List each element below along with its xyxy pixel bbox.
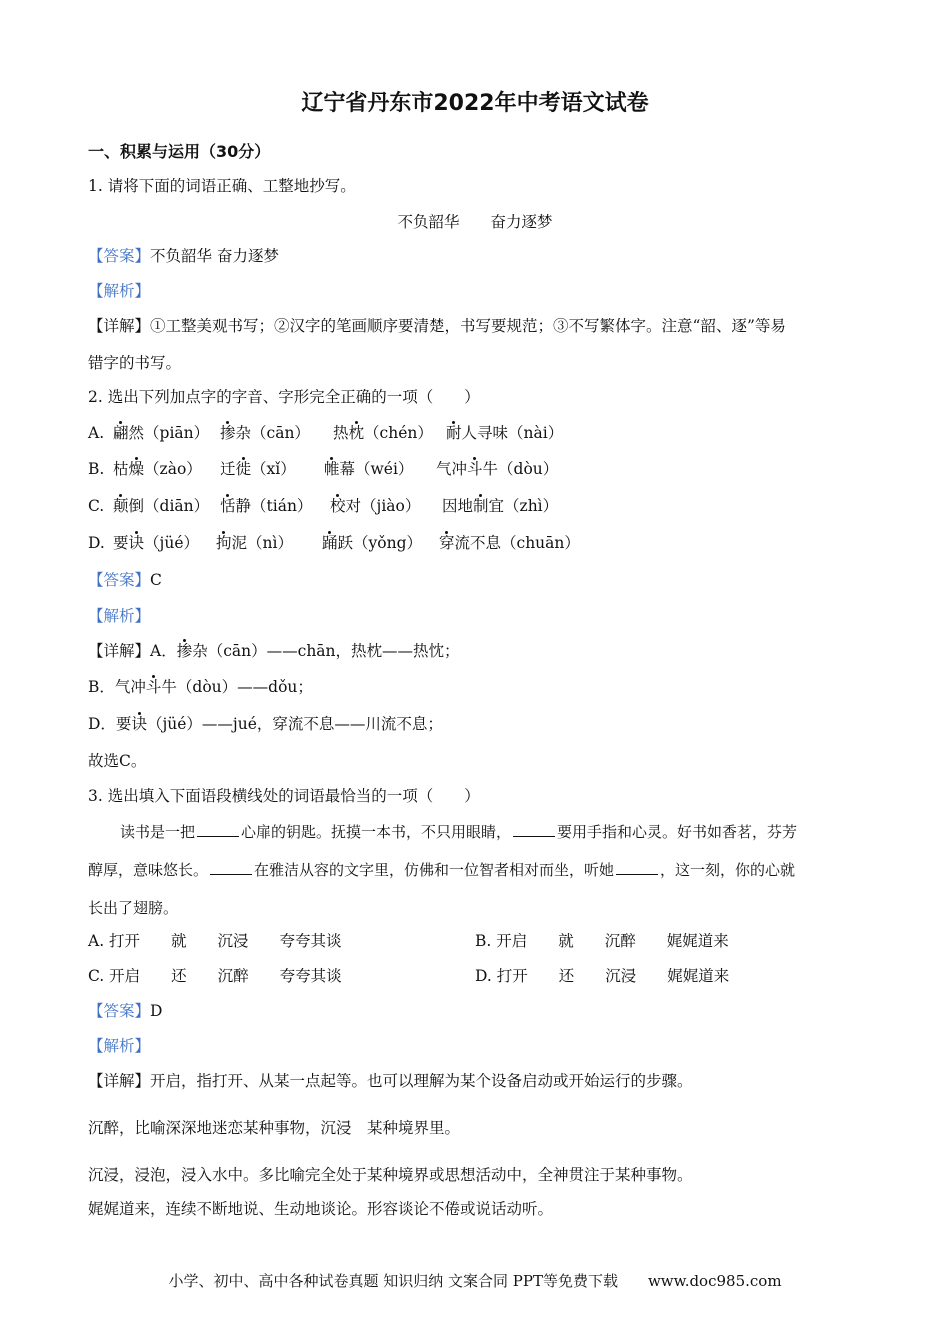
- q2-option-c: [88, 496, 559, 516]
- detail-text: 开启，指打开、从某一点起等。也可以理解为某个设备启动或开始运行的步骤。: [150, 1072, 693, 1090]
- q1-detail-cont: 错字的书写。: [88, 354, 182, 372]
- fill-blank[interactable]: [513, 822, 555, 837]
- option-item: 要诀（jüé）: [113, 534, 199, 552]
- detail-text: ①工整美观书写；②汉字的笔画顺序要清楚，书写要规范；③不写繁体字。注意“韶、逐”等易: [150, 317, 786, 335]
- q3-passage-line: 醇厚，意味悠长。 在雅洁从容的文字里，仿佛和一位智者相对而坐，听她 ，这一刻，你的心就: [88, 861, 796, 879]
- q2-detail-b: B．气冲斗牛（dòu）——dǒu；: [88, 678, 313, 696]
- page-footer: 小学、初中、高中各种试卷真题 知识归纳 文案合同 PPT等免费下载 www.doc985.com: [168, 1272, 782, 1290]
- answer-tag: 【答案】: [88, 247, 151, 265]
- q3-detail-line: 沉浸，浸泡，浸入水中。多比喻完全处于某种境界或思想活动中，全神贯注于某种事物。: [88, 1166, 693, 1184]
- option-letter: D.: [88, 534, 105, 552]
- analysis-tag: 【解析】: [88, 1037, 151, 1055]
- q1-answer: [88, 246, 279, 266]
- option-item: 因地制宜（zhì）: [442, 497, 559, 515]
- q3-option-b: B. 开启 就 沉醉 娓娓道来: [475, 932, 729, 950]
- detail-tag: 【详解】: [88, 642, 151, 660]
- option-item: 恬静（tián）: [220, 497, 313, 515]
- q2-answer: [88, 570, 162, 590]
- q2-detail-a: 【详解】A．掺杂（cān）——chān，热枕——热忱；: [88, 642, 460, 660]
- option-item: 校对（jiào）: [330, 497, 421, 515]
- option-item: 迁徙（xǐ）: [220, 460, 296, 478]
- fill-blank[interactable]: [197, 822, 239, 837]
- q3-answer: [88, 1001, 162, 1021]
- q3-detail-line: 娓娓道来，连续不断地说、生动地谈论。形容谈论不倦或说话动听。: [88, 1200, 554, 1218]
- section-heading: 一、积累与运用（30分）: [88, 142, 271, 161]
- analysis-tag: 【解析】: [88, 282, 151, 300]
- option-item: 帷幕（wéi）: [324, 460, 414, 478]
- q3-option-c: C. 开启 还 沉醉 夸夸其谈: [88, 967, 342, 985]
- q3-passage-line: 长出了翅膀。: [88, 899, 179, 917]
- detail-tag: 【详解】: [88, 1072, 151, 1090]
- q2-option-d: [88, 533, 580, 553]
- q2-option-b: [88, 459, 559, 479]
- answer-text: 不负韶华 奋力逐梦: [150, 247, 279, 265]
- option-item: 踊跃（yǒng）: [322, 534, 423, 552]
- q1-stem: 1. 请将下面的词语正确、工整地抄写。: [88, 177, 356, 195]
- q1-words: 不负韶华 奋力逐梦: [397, 213, 553, 231]
- answer-tag: 【答案】: [88, 1002, 151, 1020]
- q3-option-d: D. 打开 还 沉浸 娓娓道来: [475, 967, 730, 985]
- detail-tag: 【详解】: [88, 317, 151, 335]
- q3-detail: [88, 1071, 693, 1091]
- q2-stem: 2. 选出下列加点字的字音、字形完全正确的一项（ ）: [88, 388, 480, 406]
- answer-tag: 【答案】: [88, 571, 151, 589]
- page-title: 辽宁省丹东市2022年中考语文试卷: [301, 91, 649, 116]
- q3-passage-line: 读书是一把 心扉的钥匙。抚摸一本书，不只用眼睛， 要用手指和心灵。好书如香茗，芬芳: [120, 823, 798, 841]
- option-item: 掺杂（cān）: [220, 424, 310, 442]
- option-letter: C.: [88, 497, 105, 515]
- option-item: 气冲斗牛（dòu）: [436, 460, 559, 478]
- q2-detail-d: D．要诀（jüé）——jué，穿流不息——川流不息；: [88, 715, 443, 733]
- option-item: 穿流不息（chuān）: [439, 534, 580, 552]
- q3-detail-line: 沉醉，比喻深深地迷恋某种事物，沉浸 某种境界里。: [88, 1119, 461, 1137]
- analysis-tag: 【解析】: [88, 607, 151, 625]
- option-item: 枯燥（zào）: [113, 460, 202, 478]
- option-item: 拘泥（nì）: [216, 534, 293, 552]
- q3-stem: 3. 选出填入下面语段横线处的词语最恰当的一项（ ）: [88, 787, 480, 805]
- option-item: 热枕（chén）: [333, 424, 433, 442]
- q2-option-a: [88, 423, 564, 443]
- option-letter: B.: [88, 460, 105, 478]
- option-item: 翩然（piān）: [113, 424, 210, 442]
- q1-detail: [88, 316, 786, 336]
- option-item: 颠倒（diān）: [113, 497, 210, 515]
- option-letter: A.: [88, 424, 105, 442]
- answer-text: D: [150, 1002, 163, 1020]
- answer-text: C: [150, 571, 162, 589]
- fill-blank[interactable]: [210, 860, 252, 875]
- option-item: 耐人寻味（nài）: [446, 424, 564, 442]
- q2-conclusion: 故选C。: [88, 752, 147, 770]
- q3-option-a: A. 打开 就 沉浸 夸夸其谈: [88, 932, 342, 950]
- fill-blank[interactable]: [616, 860, 658, 875]
